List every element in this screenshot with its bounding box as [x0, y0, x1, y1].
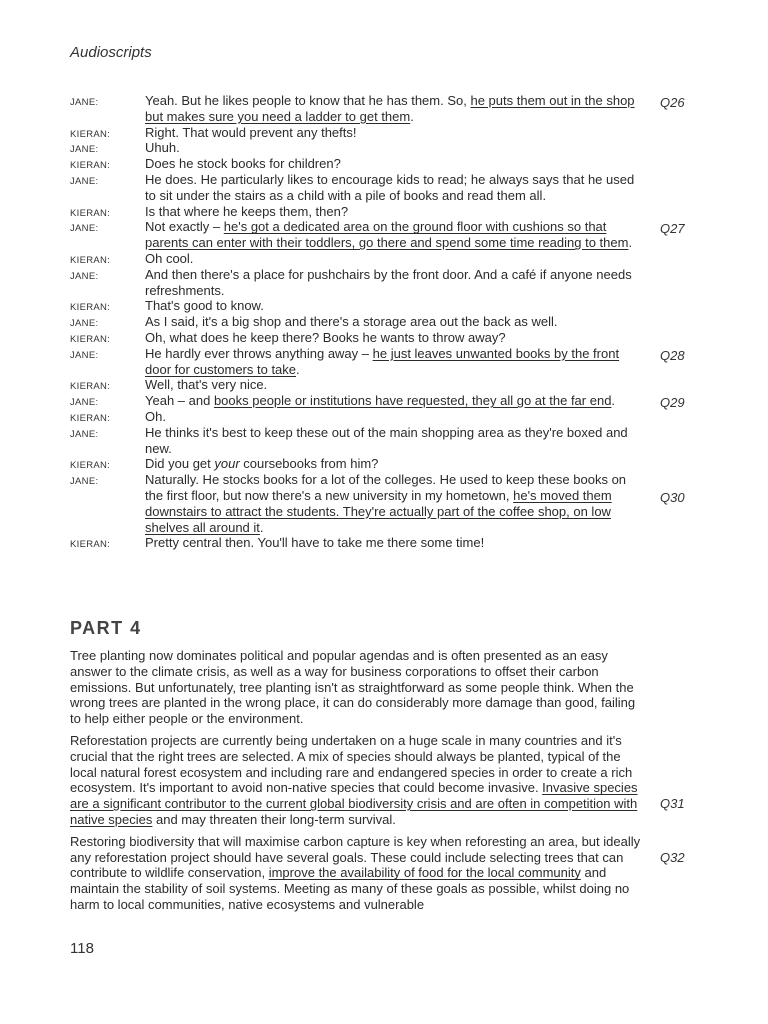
paragraph — [70, 733, 710, 828]
text-segment: He thinks it's best to keep these out of the main shopping area as they're boxed and new. — [145, 424, 628, 456]
speaker-label: JANE: — [70, 428, 99, 440]
text-segment: And then there's a place for pushchairs by the front door. And a café if anyone needs refreshments. — [145, 266, 632, 298]
speaker-label: JANE: — [70, 223, 99, 235]
speaker-label: KIERAN: — [70, 412, 111, 424]
dialogue-text — [145, 472, 637, 535]
paragraph-text — [70, 648, 642, 727]
dialogue-text — [145, 456, 637, 472]
text-segment: . — [259, 519, 264, 535]
dialogue-text — [145, 156, 637, 172]
dialogue-text — [145, 425, 637, 457]
dialogue-text — [145, 298, 637, 314]
text-segment: He hardly ever throws anything away – — [145, 345, 373, 361]
speaker-label: KIERAN: — [70, 460, 111, 472]
speaker-label: JANE: — [70, 175, 99, 187]
answer-underline: he's moved them downstairs to attract the students. They're actually part of the coffee shop, on low shelves all around it — [145, 487, 612, 535]
answer-underline: he puts them out in the shop but makes sure you need a ladder to get them — [145, 93, 635, 124]
dialogue-line — [70, 377, 710, 393]
dialogue-text — [145, 251, 637, 267]
paragraph-text — [70, 733, 642, 828]
text-segment: . — [410, 108, 414, 124]
text-segment: That's good to know. — [145, 298, 264, 314]
answer-underline: improve the availability of food for the local community — [268, 865, 581, 881]
question-marker: Q30 — [660, 489, 685, 505]
emphasis-text: your — [214, 456, 240, 472]
text-segment: . — [296, 361, 300, 377]
dialogue-text — [145, 330, 637, 346]
dialogue-text — [145, 125, 637, 141]
dialogue-line — [70, 219, 710, 251]
running-title: Audioscripts — [70, 44, 152, 61]
speaker-label: KIERAN: — [70, 333, 111, 345]
speaker-label: JANE: — [70, 349, 99, 361]
text-segment: Naturally. He stocks books for a lot of the colleges. He used to keep these books on the first floor, but now there's a new university in my hometown, — [145, 472, 627, 503]
answer-underline: books people or institutions have requested, they all go at the far end — [213, 393, 612, 409]
dialogue-text — [145, 267, 637, 299]
text-segment: Pretty central then. You'll have to take me there some time! — [145, 535, 485, 551]
speaker-label: JANE: — [70, 397, 99, 409]
question-marker: Q31 — [660, 796, 685, 812]
text-segment: Right. That would prevent any thefts! — [145, 124, 357, 140]
paragraph-text — [70, 834, 642, 913]
question-marker: Q28 — [660, 347, 685, 363]
text-segment: Oh cool. — [145, 250, 194, 266]
text-segment: Oh. — [145, 408, 166, 424]
text-segment: Tree planting now dominates political and popular agendas and is often presented as an easy answer to the climate crisis, as well as a way for business corporations to offset their carbon emissions. But unfortunately, tree planting isn't as straightforward as some people think. When the wrong trees are planted in the wrong place, it can do considerably more damage than good, failing to help either people or the environment. — [70, 648, 636, 727]
speaker-label: KIERAN: — [70, 128, 111, 140]
text-segment: Does he stock books for children? — [145, 156, 341, 172]
text-segment: Yeah – and — [145, 393, 214, 409]
question-marker: Q32 — [660, 849, 685, 865]
dialogue-line — [70, 425, 710, 457]
dialogue-line — [70, 251, 710, 267]
dialogue-line — [70, 535, 710, 551]
text-segment: As I said, it's a big shop and there's a storage area out the back as well. — [145, 314, 558, 330]
dialogue-text — [145, 377, 637, 393]
question-marker: Q29 — [660, 395, 685, 411]
page-number: 118 — [70, 940, 94, 957]
dialogue-line — [70, 393, 710, 409]
dialogue-line — [70, 156, 710, 172]
answer-underline: Invasive species are a significant contributor to the current global biodiversity crisis and are often in competition with native species — [70, 780, 638, 827]
paragraph — [70, 648, 710, 727]
dialogue-line — [70, 125, 710, 141]
dialogue-text — [145, 409, 637, 425]
dialogue-line — [70, 204, 710, 220]
text-segment: Did you get — [145, 456, 215, 472]
dialogue-line — [70, 267, 710, 299]
text-segment: Not exactly – — [145, 219, 224, 235]
dialogue-text — [145, 393, 637, 409]
answer-underline: he just leaves unwanted books by the front door for customers to take — [145, 345, 620, 377]
speaker-label: KIERAN: — [70, 539, 111, 551]
dialogue-text — [145, 172, 637, 204]
text-segment: Restoring biodiversity that will maximise carbon capture is key when reforesting an area, but ideally any reforestation project should have several goals. These could include selecting trees that can contribute to wildlife conservation, — [70, 833, 641, 881]
dialogue-line — [70, 93, 710, 125]
dialogue-line — [70, 409, 710, 425]
paragraph — [70, 834, 710, 913]
text-segment: Oh, what does he keep there? Books he wants to throw away? — [145, 329, 506, 345]
text-segment: Well, that's very nice. — [145, 377, 268, 393]
dialogue-line — [70, 314, 710, 330]
speaker-label: JANE: — [70, 476, 99, 488]
part-heading: PART 4 — [70, 618, 142, 638]
speaker-label: JANE: — [70, 97, 99, 108]
speaker-label: KIERAN: — [70, 207, 111, 219]
question-marker: Q26 — [660, 95, 685, 110]
question-marker: Q27 — [660, 221, 685, 237]
dialogue-line — [70, 456, 710, 472]
text-segment: Yeah. But he likes people to know that he has them. So, — [145, 93, 471, 108]
answer-underline: he's got a dedicated area on the ground floor with cushions so that parents can enter with their toddlers, go there and spend some time reading to them — [145, 219, 629, 251]
part4-text — [70, 648, 710, 919]
text-segment: Is that where he keeps them, then? — [145, 203, 349, 219]
dialogue-line — [70, 140, 710, 156]
dialogue-text — [145, 204, 637, 220]
dialogue-line — [70, 298, 710, 314]
dialogue-line — [70, 172, 710, 204]
speaker-label: KIERAN: — [70, 381, 111, 393]
text-segment: . — [611, 393, 616, 409]
dialogue-line — [70, 472, 710, 535]
text-segment: He does. He particularly likes to encourage kids to read; he always says that he used to sit under the stairs as a child with a pile of books and read them all. — [145, 171, 635, 203]
speaker-label: JANE: — [70, 318, 99, 330]
text-segment: . — [628, 235, 633, 251]
dialogue-line — [70, 346, 710, 378]
dialogue-text — [145, 219, 637, 251]
dialogue-text — [145, 535, 637, 551]
text-segment: and may threaten their long-term survival. — [152, 811, 396, 827]
text-segment: Uhuh. — [145, 140, 180, 156]
audioscript-dialogue — [70, 93, 710, 551]
text-segment: coursebooks from him? — [239, 456, 379, 472]
dialogue-text — [145, 140, 637, 156]
speaker-label: KIERAN: — [70, 302, 111, 314]
dialogue-text — [145, 346, 637, 378]
speaker-label: JANE: — [70, 144, 99, 156]
text-segment: and maintain the stability of soil systems. Meeting as many of these goals as possible, whilst doing no harm to local communities, native ecosystems and vulnerable — [70, 865, 630, 912]
text-segment: Reforestation projects are currently being undertaken on a huge scale in many countries and it's crucial that the right trees are selected. A mix of species should always be planted, typical of the local natural forest ecosystem and including rare and endangered species in order to create a rich ecosystem. It's important to avoid non-native species that could become invasive. — [70, 732, 633, 796]
speaker-label: JANE: — [70, 270, 99, 282]
speaker-label: KIERAN: — [70, 160, 111, 172]
dialogue-line — [70, 330, 710, 346]
dialogue-text — [145, 314, 637, 330]
dialogue-text — [145, 93, 637, 125]
speaker-label: KIERAN: — [70, 254, 111, 266]
